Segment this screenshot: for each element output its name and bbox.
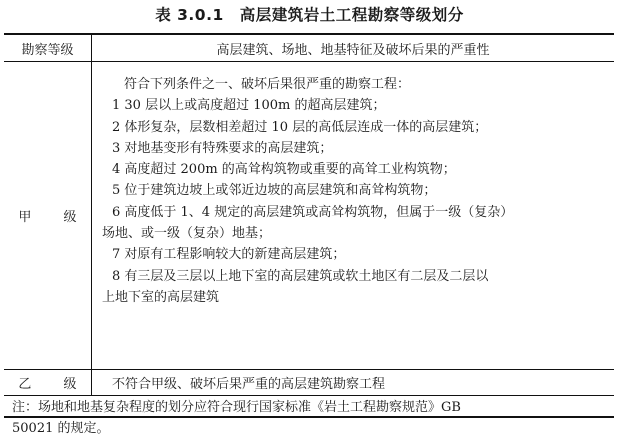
criteria-item: 7 对原有工程影响较大的新建高层建筑； <box>112 247 346 263</box>
grade-b-label-cell <box>4 370 92 395</box>
grade-a-label: 甲 级 <box>18 210 91 225</box>
grade-a-label-cell <box>4 62 92 369</box>
grade-b-description: 不符合甲级、破坏后果严重的高层建筑勘察工程 <box>112 377 386 392</box>
criteria-item: 6 高度低于 1、4 规定的高层建筑或高耸构筑物，但属于一级（复杂） <box>112 204 514 220</box>
grade-a-intro: 符合下列条件之一、破坏后果很严重的勘察工程： <box>124 77 411 92</box>
grade-b-description-cell <box>92 370 614 395</box>
criteria-item: 3 对地基变形有特殊要求的高层建筑； <box>112 140 333 156</box>
header-grade-label: 勘察等级 <box>21 42 74 58</box>
grade-b-row <box>4 370 614 396</box>
criteria-item: 8 有三层及三层以上地下室的高层建筑或软土地区有二层及二层以 <box>112 268 489 284</box>
table-note <box>12 397 606 439</box>
criteria-item: 2 体形复杂，层数相差超过 10 层的高低层连成一体的高层建筑； <box>112 119 488 135</box>
header-description-label: 高层建筑、场地、地基特征及破坏后果的严重性 <box>216 42 490 58</box>
criteria-item-continuation: 场地、或一级（复杂）地基； <box>102 226 272 242</box>
header-grade-cell <box>4 35 92 61</box>
criteria-item: 5 位于建筑边坡上或邻近边坡的高层建筑和高耸构筑物； <box>112 183 437 199</box>
grade-table <box>4 33 614 436</box>
grade-a-row <box>4 62 614 370</box>
table-header-row <box>4 35 614 62</box>
header-description-cell <box>92 35 614 61</box>
criteria-item: 1 30 层以上或高度超过 100m 的超高层建筑； <box>112 98 386 114</box>
criteria-item: 4 高度超过 200m 的高耸构筑物或重要的高耸工业构筑物； <box>112 162 456 178</box>
table-number: 表 3.0.1 <box>155 6 224 24</box>
grade-a-description-cell <box>92 62 614 369</box>
criteria-item-continuation: 上地下室的高层建筑 <box>102 289 220 305</box>
grade-b-label: 乙 级 <box>18 377 91 392</box>
table-title-text: 高层建筑岩土工程勘察等级划分 <box>239 6 464 24</box>
grade-a-criteria-list <box>102 74 606 308</box>
note-line-1: 注：场地和地基复杂程度的划分应符合现行国家标准《岩土工程勘察规范》GB <box>12 400 461 415</box>
note-line-2: 50021 的规定。 <box>12 421 110 436</box>
table-title <box>0 2 619 28</box>
